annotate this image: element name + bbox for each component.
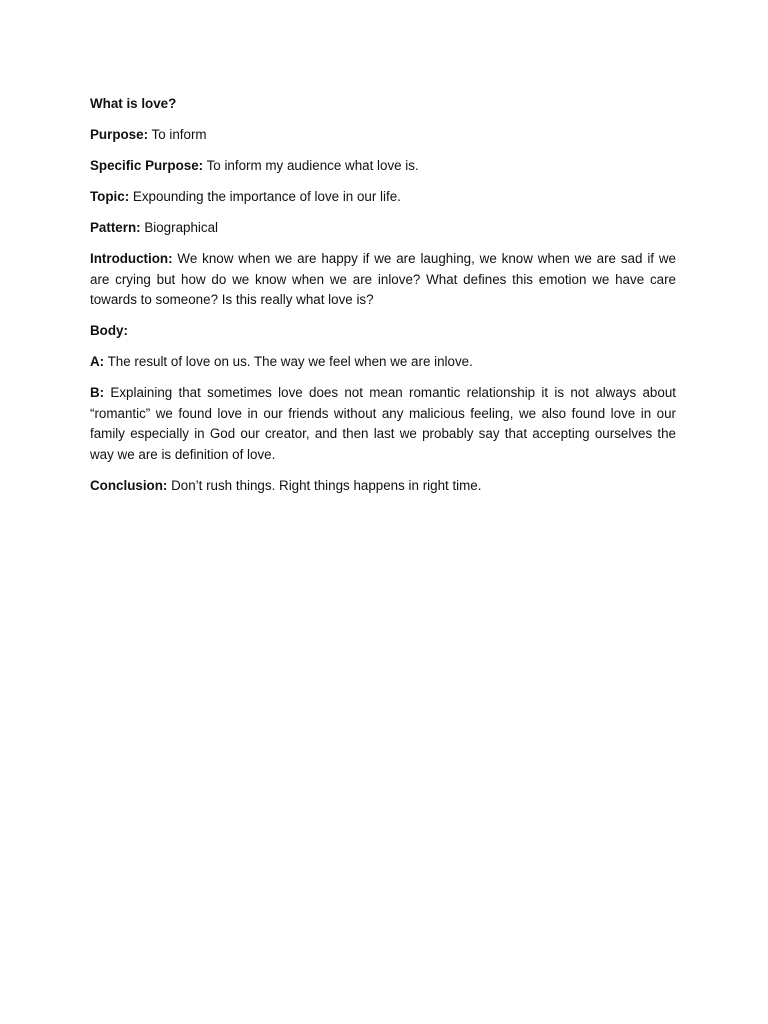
section-text: Don’t rush things. Right things happens in right time.: [167, 477, 482, 493]
section-text: To inform: [148, 127, 207, 142]
section-label: Specific Purpose:: [90, 158, 204, 173]
section-label: Topic:: [90, 189, 130, 204]
section-body: [90, 321, 676, 342]
section-text: The result of love on us. The way we feel when we are inlove.: [104, 354, 473, 369]
section-text: To inform my audience what love is.: [203, 158, 419, 173]
section-label: Pattern:: [90, 220, 141, 235]
section-text: Expounding the importance of love in our life.: [129, 189, 401, 204]
section-label: Introduction:: [90, 251, 173, 266]
section-label: Conclusion:: [90, 477, 168, 493]
section-text: Explaining that sometimes love does not mean romantic relationship it is not always about “romantic” we found love in our friends without any malicious feeling, we also found love in our family especially in God our creator, and then last we probably say that accepting ourselves the way we are is definition of love.: [90, 385, 676, 462]
document-title: What is love?: [90, 96, 177, 111]
section-specific-purpose: [90, 156, 676, 177]
section-body-b: [90, 383, 676, 465]
section-label: Purpose:: [90, 127, 149, 142]
section-pattern: [90, 218, 676, 239]
section-text: We know when we are happy if we are laughing, we know when we are sad if we are crying but how do we know when we are inlove? What defines this emotion we have care towards to someone? Is this really what love is?: [90, 251, 676, 307]
section-conclusion: [90, 476, 676, 497]
section-label: Body:: [90, 323, 128, 338]
document-body: [90, 94, 676, 507]
section-label: A:: [90, 354, 105, 369]
section-label: B:: [90, 385, 105, 400]
section-introduction: [90, 249, 676, 311]
section-body-a: [90, 352, 676, 373]
section-purpose: [90, 125, 676, 146]
section-text: Biographical: [140, 220, 219, 235]
section-topic: [90, 187, 676, 208]
